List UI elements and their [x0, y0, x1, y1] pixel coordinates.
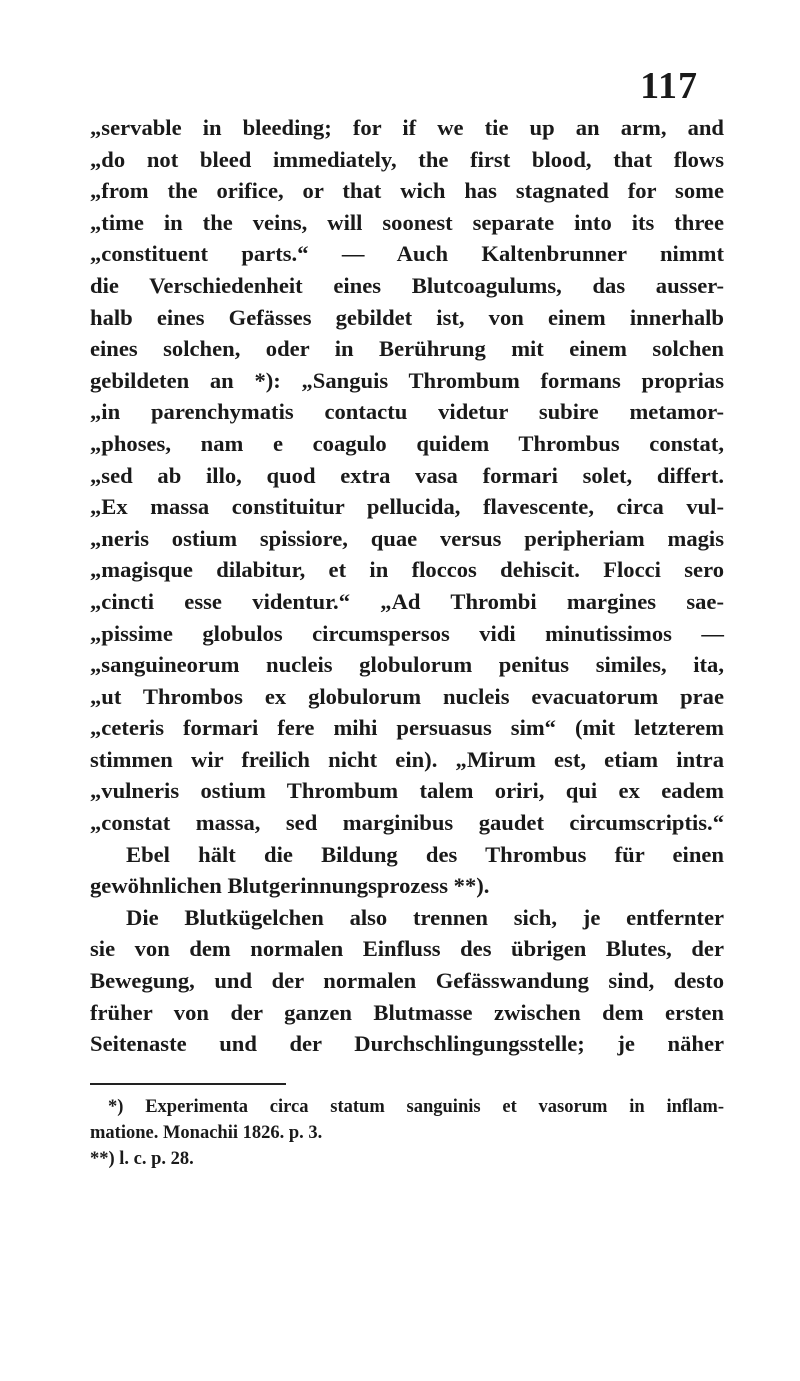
text-line: Ebel hält die Bildung des Thrombus für einen	[126, 841, 724, 867]
text-line: halb eines Gefässes gebildet ist, von einem innerhalb	[90, 304, 724, 330]
text-line: „ceteris formari fere mihi persuasus sim“ (mit letzterem	[90, 715, 724, 741]
text-line: Bewegung, und der normalen Gefässwandung sind, desto	[90, 968, 724, 994]
text-line: die Verschiedenheit eines Blutcoagulums, das ausser-	[90, 272, 724, 298]
footnote-line: **) l. c. p. 28.	[90, 1149, 194, 1169]
text-line: gebildeten an *): „Sanguis Thrombum formans proprias	[90, 367, 724, 393]
footnotes	[90, 1094, 724, 1172]
text-line: gewöhnlichen Blutgerinnungsprozess **).	[90, 873, 490, 899]
text-line: stimmen wir freilich nicht ein). „Mirum est, etiam intra	[90, 746, 724, 772]
text-line: „do not bleed immediately, the first blood, that flows	[90, 146, 724, 172]
text-line: „neris ostium spissiore, quae versus peripheriam magis	[90, 525, 724, 551]
text-line: früher von der ganzen Blutmasse zwischen dem ersten	[90, 999, 724, 1025]
text-line: eines solchen, oder in Berührung mit einem solchen	[90, 336, 724, 362]
text-line: „pissime globulos circumspersos vidi minutissimos —	[90, 620, 724, 646]
footnote-line: matione. Monachii 1826. p. 3.	[90, 1123, 323, 1143]
text-line: „phoses, nam e coagulo quidem Thrombus constat,	[90, 430, 724, 456]
text-line: „sed ab illo, quod extra vasa formari solet, differt.	[90, 462, 724, 488]
text-line: „vulneris ostium Thrombum talem oriri, qui ex eadem	[90, 778, 724, 804]
text-line: „from the orifice, or that wich has stagnated for some	[90, 178, 724, 204]
body-text	[90, 112, 724, 1060]
footnote-line: *) Experimenta circa statum sanguinis et vasorum in inflam-	[108, 1097, 724, 1117]
text-line: „Ex massa constituitur pellucida, flavescente, circa vul-	[90, 494, 724, 520]
text-line: „servable in bleeding; for if we tie up an arm, and	[90, 115, 724, 140]
text-line: Seitenaste und der Durchschlingungsstelle; je näher	[90, 1031, 724, 1057]
text-line: „constat massa, sed marginibus gaudet circumscriptis.“	[90, 810, 724, 836]
text-line: „sanguineorum nucleis globulorum penitus similes, ita,	[90, 652, 724, 678]
text-line: „constituent parts.“ — Auch Kaltenbrunner nimmt	[90, 241, 724, 267]
text-line: „magisque dilabitur, et in floccos dehiscit. Flocci sero	[90, 557, 724, 583]
text-line: „time in the veins, will soonest separate into its three	[90, 209, 724, 235]
text-line: sie von dem normalen Einfluss des übrigen Blutes, der	[90, 936, 724, 962]
text-line: „cincti esse videntur.“ „Ad Thrombi margines sae-	[90, 588, 724, 614]
text-line: „in parenchymatis contactu videtur subire metamor-	[90, 399, 724, 425]
text-line: Die Blutkügelchen also trennen sich, je entfernter	[126, 904, 724, 930]
footnote-divider	[90, 1083, 286, 1085]
text-line: „ut Thrombos ex globulorum nucleis evacuatorum prae	[90, 683, 724, 709]
page-number: 117	[640, 65, 698, 107]
